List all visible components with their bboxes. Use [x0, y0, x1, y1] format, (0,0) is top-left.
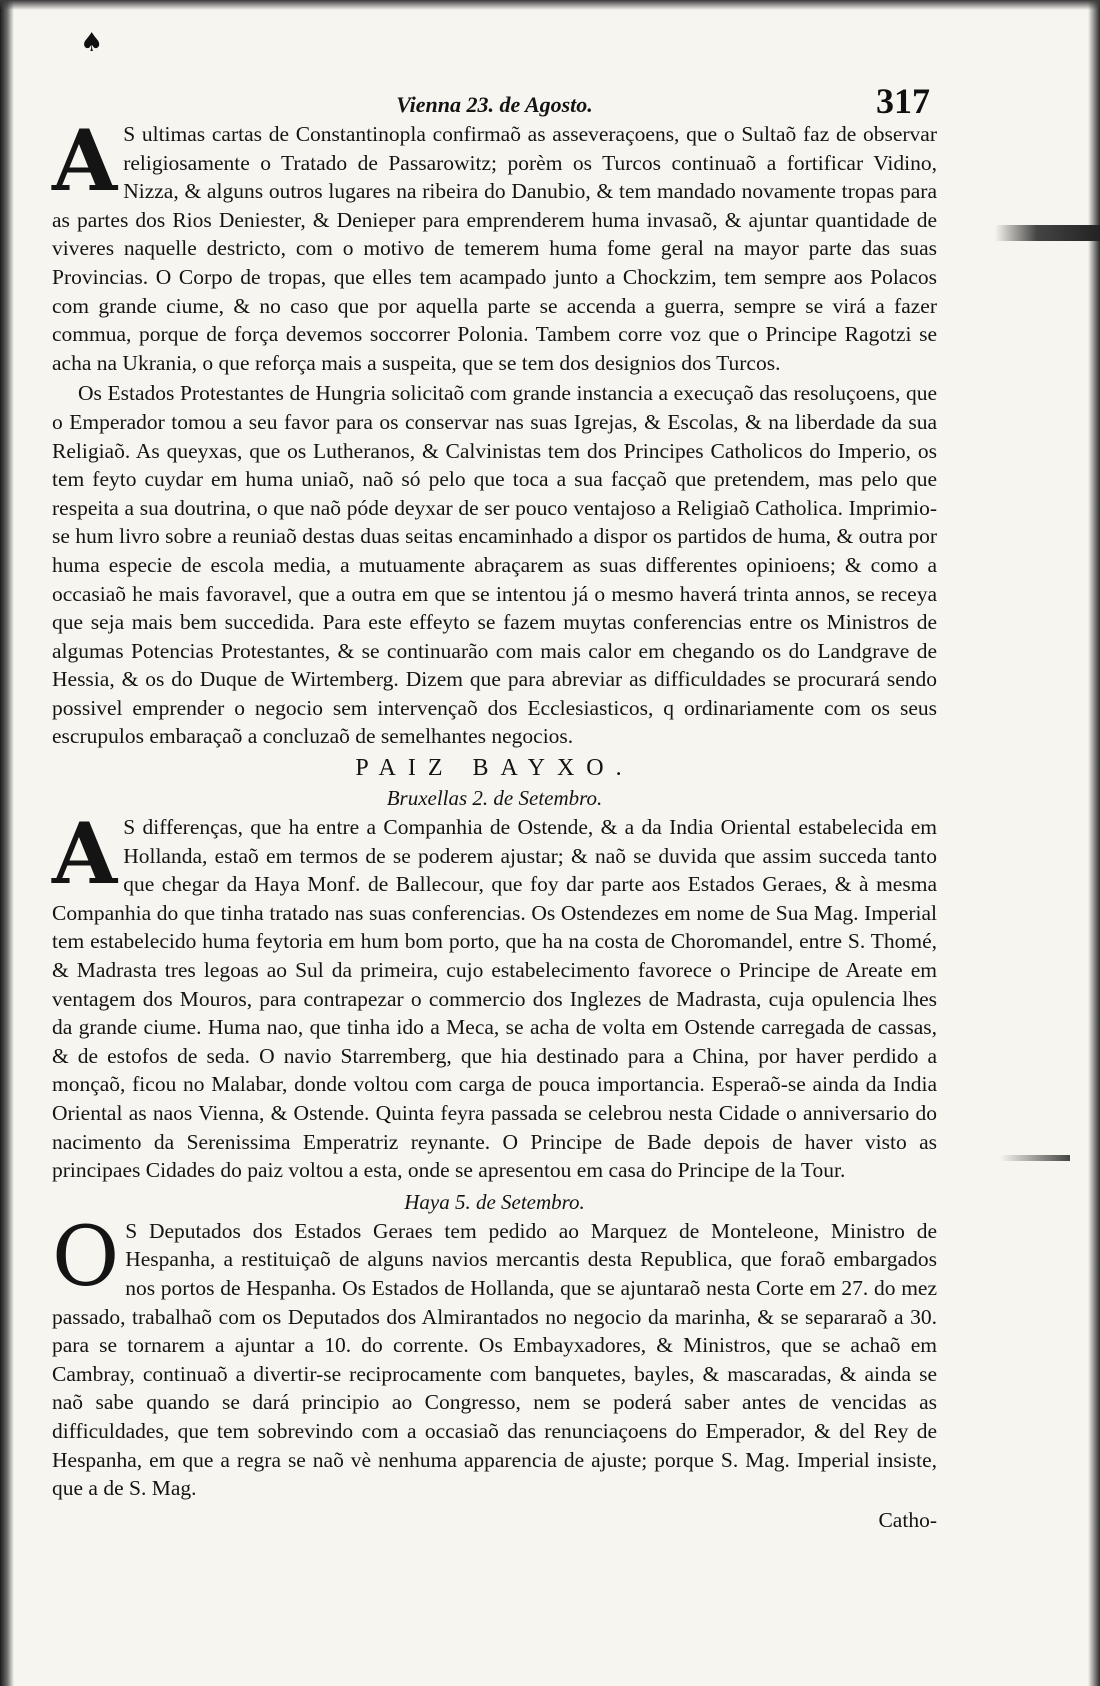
drop-cap: A — [52, 804, 118, 904]
drop-cap: A — [52, 111, 118, 210]
article-vienna — [52, 90, 937, 751]
edge-ink-mark — [995, 225, 1100, 241]
dateline: Bruxellas 2. de Setembro. — [386, 786, 603, 811]
drop-cap: O — [52, 1209, 120, 1305]
article-text: S differenças, que ha entre a Companhia de Ostende, & a da India Oriental estabelecida em Hollanda, estaõ em termos de se poderem ajustar; & naõ se duvida que assim succeda tanto que chegar da Haya Monf. de Ballecour, que foy dar parte aos Estados Geraes, & à mesma Companhia do que tinha tratado nas suas conferencias. Os Ostendezes em nome de Sua Mag. Imperial tem estabelecido huma feytoria em hum bom porto, que ha na costa de Choromandel, entre S. Thomé, & Madrasta tres legoas ao Sul da primeira, cujo estabelecimento favorece o Principe de Areate em ventagem dos Mouros, para contrapezar o commercio dos Inglezes de Madrasta, cuja opulencia lhes da grande ciume. Huma nao, que tinha ido a Meca, se acha de volta em Ostende carregada de cassas, & de estofos de seda. O navio Starremberg, que hia destinado para a China, por haver perdido a monçaõ, ficou no Malabar, donde voltou com carga de pouca importancia. Esperaõ-se ainda da India Oriental as naos Vienna, & Ostende. Quinta feyra passada se celebrou nesta Cidade o anniversario do nacimento da Serenissima Emperatriz reynante. O Principe de Bade depois de haver visto as principaes Cidades do paiz voltou a esta, onde se apresentou em casa do Principe de la Tour. — [52, 815, 937, 1183]
page-binding-shadow — [0, 0, 14, 1686]
edge-ink-mark-lower — [1000, 1155, 1070, 1161]
section-heading: PAIZ BAYXO. — [355, 755, 634, 782]
article-text: S ultimas cartas de Constantinopla confirmaõ as asseveraçoens, que o Sultaõ faz de observar religiosamente o Tratado de Passarowitz; porèm os Turcos continuaõ a fortificar Vidino, Nizza, & alguns outros lugares na ribeira do Danubio, & tem mandado novamente tropas para as partes dos Rios Deniester, & Denieper para emprenderem huma invasaõ, & ajuntar quantidade de viveres naquelle destricto, com o motivo de temerem huma fome geral na mayor parte das suas Provincias. O Corpo de tropas, que elles tem acampado junto a Chockzim, tem sempre aos Polacos com grande ciume, & no caso que por aquella parte se accenda a guerra, sempre se virá a fazer commua, porque de força devemos soccorrer Polonia. Tambem corre voz que o Principe Ragotzi se acha na Ukrania, o que reforça mais a suspeita, que se tem dos designios dos Turcos. — [52, 122, 937, 375]
catchword: Catho- — [878, 1507, 937, 1532]
article-body — [52, 1209, 937, 1503]
article-haya — [52, 1187, 937, 1503]
article-body — [52, 804, 937, 1185]
page-top-shadow — [0, 0, 1100, 10]
article-bruxellas — [52, 753, 937, 1185]
dateline: Vienna 23. de Agosto. — [396, 92, 593, 117]
dateline: Haya 5. de Setembro. — [404, 1189, 585, 1214]
page-number: 317 — [876, 81, 930, 121]
page-content — [52, 90, 937, 1535]
article-paragraph: Os Estados Protestantes de Hungria solicitaõ com grande instancia a execuçaõ das resoluçoens, que o Emperador tomou a seu favor para os conservar nas suas Igrejas, & Escolas, & na liberdade da sua Religiaõ. As queyxas, que os Lutheranos, & Calvinistas tem dos Principes Catholicos do Imperio, os tem feyto cuydar em huma uniaõ, naõ só pelo que toca a sua facçaõ que pretendem, mas pelo que respeita a sua doutrina, o que naõ póde deyxar de ser pouco ventajoso a Religiaõ Catholica. Imprimio-se hum livro sobre a reuniaõ destas duas seitas encaminhado a dispor os partidos de huma, & outra por huma especie de escola media, a mutuamente abraçarem as suas differentes opinioens; & como a occasiaõ he mais favoravel, que a outra em que se intentou já o mesmo haverá trinta annos, se receya que seja mais bem succedida. Para este effeyto se fazem muytas conferencias entre os Ministros de algumas Potencias Protestantes, & se continuarão com mais calor em chegando os do Landgrave de Hessia, & os do Duque de Wirtemberg. Dizem que para abreviar as difficuldades se procurará sendo possivel emprender o negocio sem intervençaõ dos Ecclesiasticos, q ordinariamente com os seus escrupulos embaraçaõ a concluzaõ de semelhantes negocios. — [52, 381, 937, 749]
corner-ornament: ♠ — [80, 28, 104, 58]
article-body — [52, 111, 937, 377]
page-edge-shadow — [1088, 0, 1100, 1686]
article-text: S Deputados dos Estados Geraes tem pedido ao Marquez de Monteleone, Ministro de Hespanha, a restituiçaõ de alguns navios mercantis desta Republica, que foraõ embargados nos portos de Hespanha. Os Estados de Hollanda, que se ajuntaraõ nesta Corte em 27. do mez passado, trabalhaõ com os Deputados dos Almirantados no negocio da marinha, & se separaraõ a 30. para se tornarem a ajuntar a 10. do corrente. Os Embayxadores, & Ministros, que se achaõ em Cambray, continuaõ a divertir-se reciprocamente com banquetes, bayles, & mascaradas, & ainda se naõ sabe quando se dará principio ao Congresso, nem se poderá saber antes de vencidas as difficuldades, que tem sobrevindo com a occasiaõ das renunciaçoens do Emperador, & del Rey de Hespanha, em que a regra se naõ vè nenhuma apparencia de ajuste; porque S. Mag. Imperial insiste, que a de S. Mag. — [52, 1218, 937, 1501]
